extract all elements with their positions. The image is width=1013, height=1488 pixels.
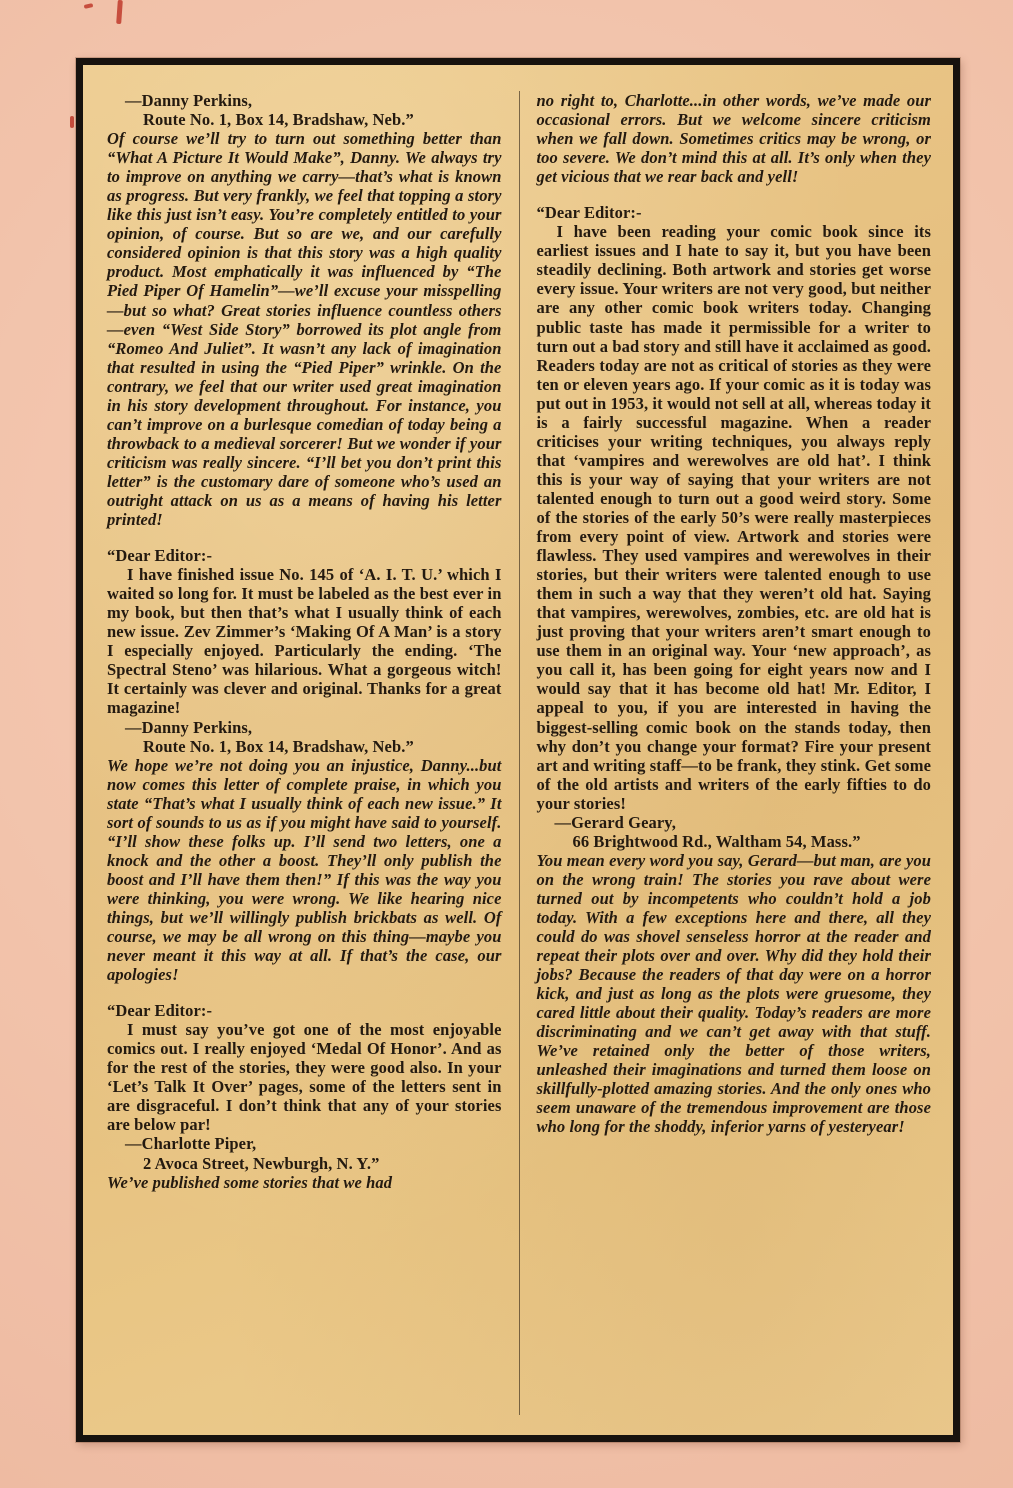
editor-reply-paragraph: no right to, Charlotte...in other words, we’ve made our occasional errors. But we welcome sincere criticism when we fall down. Sometimes critics may be wrong, or too severe. We don’t mind this at all. It’s only when they get vicious that we rear back and yell! (536, 91, 931, 187)
letter-signature: —Danny Perkins, (125, 91, 253, 110)
letter-body-paragraph: I have been reading your comic book since its earliest issues and I hate to say it, but you have been steadily declining. Both artwork and stories get worse every issue. Your writers are not very good, but neither are any other comic book writers today. Changing public taste has made it permissible for a writer to turn out a bad story and still have it acclaimed as good. Readers today are not as critical of stories as they were ten or eleven years ago. If your comic as it is today was put out in 1953, it would not sell at all, whereas today it is a fairly successful magazine. When a reader criticises your writing techniques, you always reply that ‘vampires and werewolves are old hat’. I think this is your way of saying that your writers are not talented enough to turn out a good weird story. Some of the stories of the early 50’s were really masterpieces from every point of view. Artwork and stories were flawless. They used vampires and werewolves in their stories, but their writers were talented enough to use them in such a way that they weren’t old hat. Saying that vampires, werewolves, zombies, etc. are old hat is just proving that your writers aren’t smart enough to use them in an original way. Your ‘new approach’, as you call it, has been going for eight years now and I would say that it has become old hat! Mr. Editor, I appeal to you, if you are interested in having the biggest-selling comic book on the stands today, then why don’t you change your format? Fire your present art and writing staff—to be frank, they stink. Get some of the old artists and writers of the early fifties to do your stories! (536, 222, 931, 813)
letter-salutation: “Dear Editor:- (107, 546, 213, 566)
page-frame (76, 58, 960, 1442)
letter-address: Route No. 1, Box 14, Bradshaw, Neb.” (143, 110, 414, 130)
page-body (83, 65, 953, 1435)
letter-salutation: “Dear Editor:- (536, 203, 642, 223)
red-ink-artifact (116, 0, 123, 24)
editor-reply-paragraph: Of course we’ll try to turn out something better than “What A Picture It Would Make”, Danny. We always try to improve on anything we carry—that’s what is known as progress. But very frankly, we feel that topping a story like this just isn’t easy. You’re completely entitled to your opinion, of course. But so are we, and our carefully considered opinion is that this story was a high quality product. Most emphatically it was influenced by “The Pied Piper Of Hamelin”—we’ll excuse your misspelling—but so what? Great stories influence countless others—even “West Side Story” borrowed its plot angle from “Romeo And Juliet”. It wasn’t any lack of imagination that resulted in using the “Pied Piper” wrinkle. On the contrary, we feel that our writer used great imagination in his story development throughout. For instance, you can’t improve on a burlesque comedian of today being a throwback to a medieval sorcerer! But we wonder if your criticism was really sincere. “I’ll bet you don’t print this letter” is the customary dare of someone who’s used an outright attack on us as a means of having his letter printed! (107, 129, 502, 530)
letter-signature: —Danny Perkins, (125, 717, 253, 737)
editor-reply-paragraph: We hope we’re not doing you an injustice, Danny...but now comes this letter of complete praise, in which you state “That’s what I usually think of each new issue.” It sort of sounds to us as if you might have said to yourself. “I’ll show these folks up. I’ll send two letters, one a knock and the other a boost. They’ll only publish the boost and I’ll have them then!” If this was the way you were thinking, you were wrong. We like hearing nice things, but we’ll willingly publish brickbats as well. Of course, we may be all wrong on this thing—maybe you never meant it this way at all. If that’s the case, our apologies! (107, 755, 502, 985)
editor-reply-paragraph: You mean every word you say, Gerard—but man, are you on the wrong train! The stories you rave about were turned out by incompetents who couldn’t hold a job today. With a few exceptions here and there, all they could do was shovel senseless horror at the reader and repeat their plots over and over. Why did they hold their jobs? Because the readers of that day were on a horror kick, and just as long as the plots were gruesome, they cared little about their quality. Today’s readers are more discriminating and we can’t get away with that stuff. We’ve retained only the better of those writers, unleashed their imaginations and turned them loose on skillfully-plotted amazing stories. And the only ones who seem unaware of the tremendous improvement are those who long for the shoddy, inferior yarns of yesteryear! (536, 850, 931, 1137)
letter-salutation: “Dear Editor:- (107, 1001, 213, 1021)
letter-body-paragraph: I must say you’ve got one of the most enjoyable comics out. I really enjoyed ‘Medal Of Honor’. And as for the rest of the stories, they were good also. In your ‘Let’s Talk It Over’ pages, some of the letters sent in are disgraceful. I don’t think that any of your stories are below par! (107, 1020, 502, 1135)
letter-signature: —Gerard Geary, (554, 812, 676, 832)
editor-reply-paragraph: We’ve published some stories that we had (107, 1172, 393, 1192)
right-column (537, 91, 932, 1415)
letter-address: Route No. 1, Box 14, Bradshaw, Neb.” (143, 736, 414, 756)
letter-body-paragraph: I have finished issue No. 145 of ‘A. I. T. U.’ which I waited so long for. It must be labeled as the best ever in my book, but then that’s what I usually think of each new issue. Zev Zimmer’s ‘Making Of A Man’ is a story I especially enjoyed. Particularly the ending. ‘The Spectral Steno’ was hilarious. What a gorgeous witch! It certainly was clever and original. Thanks for a great magazine! (107, 565, 502, 718)
red-ink-artifact (84, 3, 94, 9)
letter-address: 66 Brightwood Rd., Waltham 54, Mass.” (572, 831, 861, 851)
left-column (107, 91, 502, 1415)
letter-signature: —Charlotte Piper, (125, 1134, 257, 1154)
column-divider (519, 91, 520, 1415)
letter-address: 2 Avoca Street, Newburgh, N. Y.” (143, 1153, 380, 1173)
red-ink-artifact (70, 116, 74, 128)
